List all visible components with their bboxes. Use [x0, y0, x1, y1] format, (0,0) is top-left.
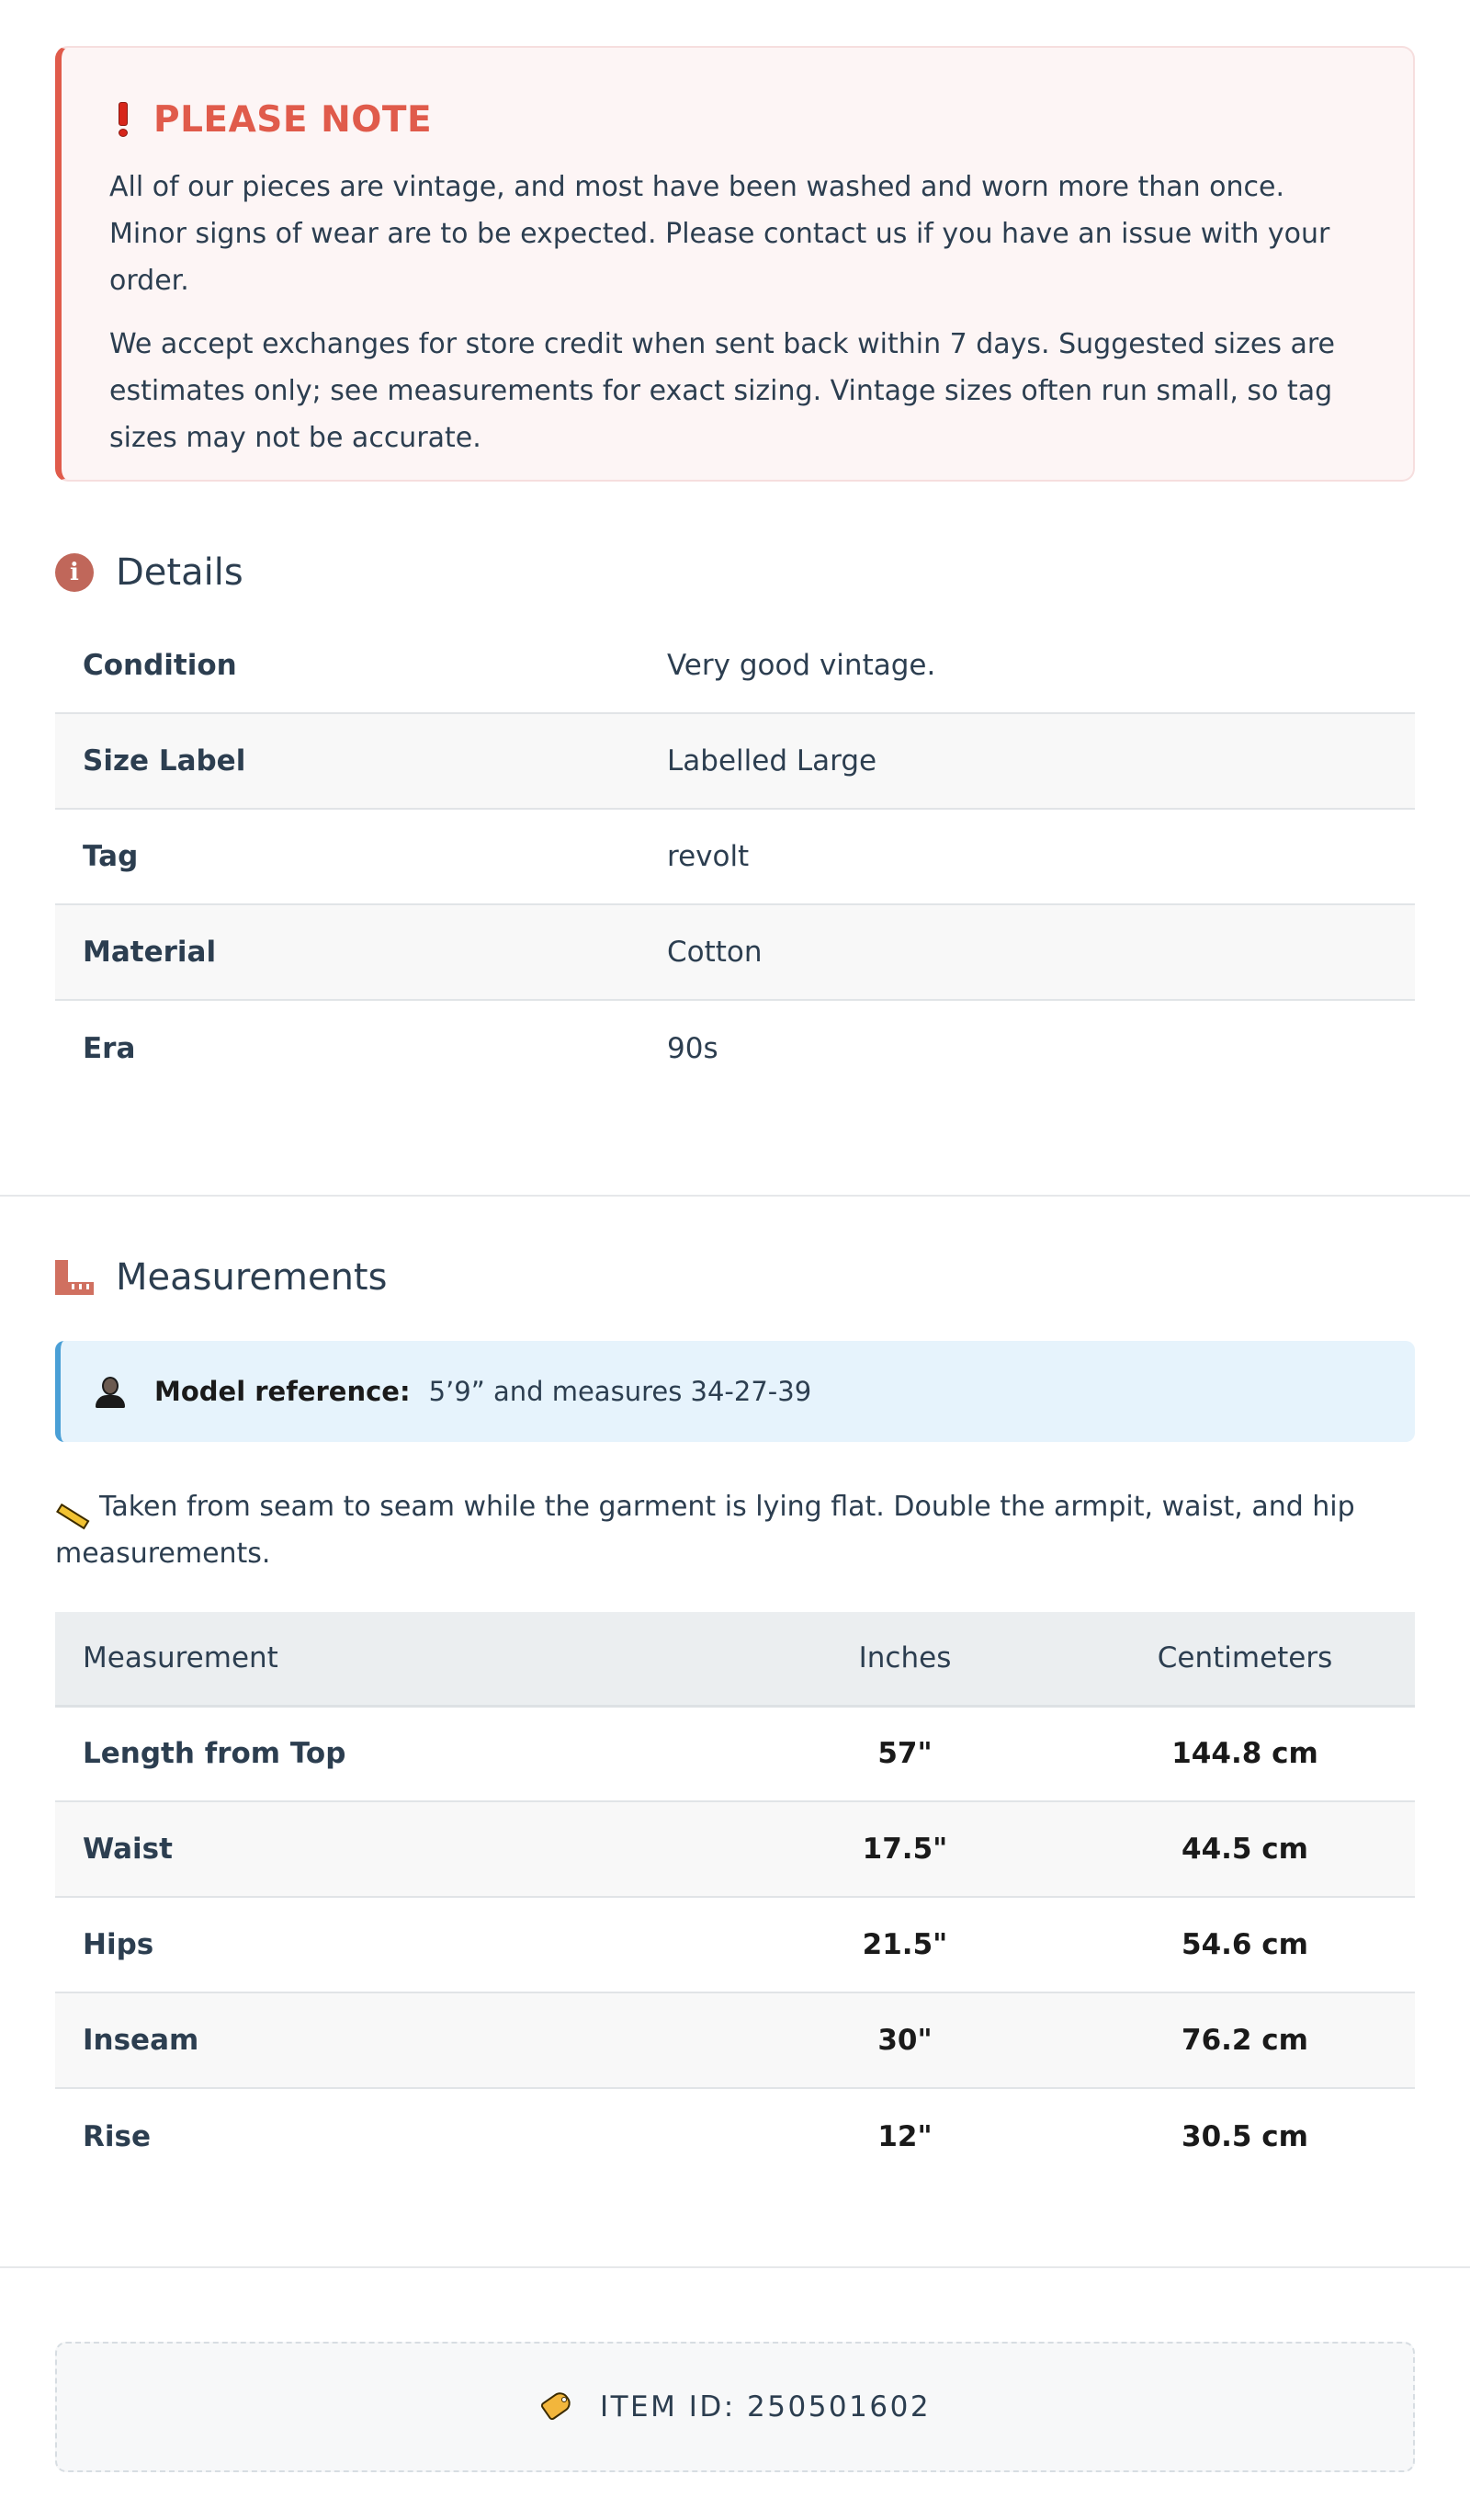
section-divider — [0, 2266, 1470, 2268]
item-id-box — [55, 2342, 1415, 2472]
notice-paragraph: We accept exchanges for store credit when sent back within 7 days. Suggested sizes are estimates only; see measurements for exact sizing. Vintage sizes often run small, so tag sizes may not be accurate. — [109, 328, 1336, 454]
measurement-cm: 30.5 cm — [1182, 2119, 1308, 2153]
measurement-inches: 21.5" — [862, 1928, 948, 1961]
table-row — [55, 1706, 1415, 1801]
ruler-icon — [55, 1258, 94, 1297]
model-reference-label: Model reference: — [154, 1376, 411, 1407]
column-header-measurement: Measurement — [83, 1641, 278, 1675]
measurement-cm: 76.2 cm — [1182, 2024, 1308, 2057]
measurement-note-text: Taken from seam to seam while the garment is lying flat. Double the armpit, waist, and hip measurements. — [55, 1491, 1355, 1570]
table-row — [55, 618, 1415, 713]
detail-label: Tag — [83, 840, 139, 873]
table-row — [55, 1897, 1415, 1992]
detail-value: revolt — [667, 840, 750, 873]
detail-label: Condition — [83, 648, 237, 682]
table-row — [55, 904, 1415, 1000]
details-table — [55, 618, 1415, 1095]
detail-label: Era — [83, 1031, 136, 1065]
table-row — [55, 2088, 1415, 2184]
tag-icon — [539, 2391, 576, 2423]
notice-title: PLEASE NOTE — [153, 98, 433, 141]
details-title: Details — [116, 551, 243, 594]
exclamation-icon — [117, 102, 130, 137]
column-header-centimeters: Centimeters — [1157, 1641, 1333, 1675]
measurement-cm: 54.6 cm — [1182, 1928, 1308, 1961]
measurement-name: Length from Top — [83, 1737, 346, 1771]
table-row — [55, 1801, 1415, 1897]
detail-value: 90s — [667, 1031, 718, 1065]
detail-label: Material — [83, 936, 217, 969]
model-reference-value: 5’9” and measures 34-27-39 — [428, 1376, 812, 1407]
table-row — [55, 1000, 1415, 1095]
measurements-title: Measurements — [116, 1256, 388, 1299]
person-icon — [94, 1375, 127, 1408]
measurement-cm: 144.8 cm — [1171, 1737, 1318, 1771]
measurement-note — [55, 1483, 1360, 1577]
measurements-table — [55, 1612, 1415, 2184]
table-row — [55, 1992, 1415, 2088]
measurement-inches: 12" — [877, 2119, 933, 2153]
notice-paragraph: All of our pieces are vintage, and most have been washed and worn more than once. Minor signs of wear are to be expected. Please contact us if you have an issue with your order. — [109, 171, 1330, 297]
measurement-inches: 57" — [877, 1737, 933, 1771]
info-icon: i — [55, 553, 94, 592]
table-header-row — [55, 1612, 1415, 1706]
measurement-name: Hips — [83, 1928, 154, 1961]
detail-label: Size Label — [83, 744, 246, 778]
details-header — [55, 551, 243, 594]
detail-value: Labelled Large — [667, 744, 877, 778]
detail-value: Cotton — [667, 936, 763, 969]
section-divider — [0, 1195, 1470, 1197]
measurements-header — [55, 1256, 387, 1299]
pencil-icon — [55, 1497, 90, 1517]
column-header-inches: Inches — [858, 1641, 952, 1675]
measurement-inches: 30" — [877, 2024, 933, 2057]
measurement-name: Waist — [83, 1833, 173, 1866]
item-id: ITEM ID: 250501602 — [599, 2390, 932, 2424]
measurement-inches: 17.5" — [862, 1833, 948, 1866]
model-reference-box — [55, 1341, 1415, 1442]
table-row — [55, 713, 1415, 809]
detail-value: Very good vintage. — [667, 648, 936, 682]
notice-box — [55, 46, 1415, 482]
notice-header — [109, 97, 1365, 142]
measurement-name: Inseam — [83, 2024, 199, 2057]
measurement-cm: 44.5 cm — [1182, 1833, 1308, 1866]
measurement-name: Rise — [83, 2119, 151, 2153]
table-row — [55, 809, 1415, 904]
